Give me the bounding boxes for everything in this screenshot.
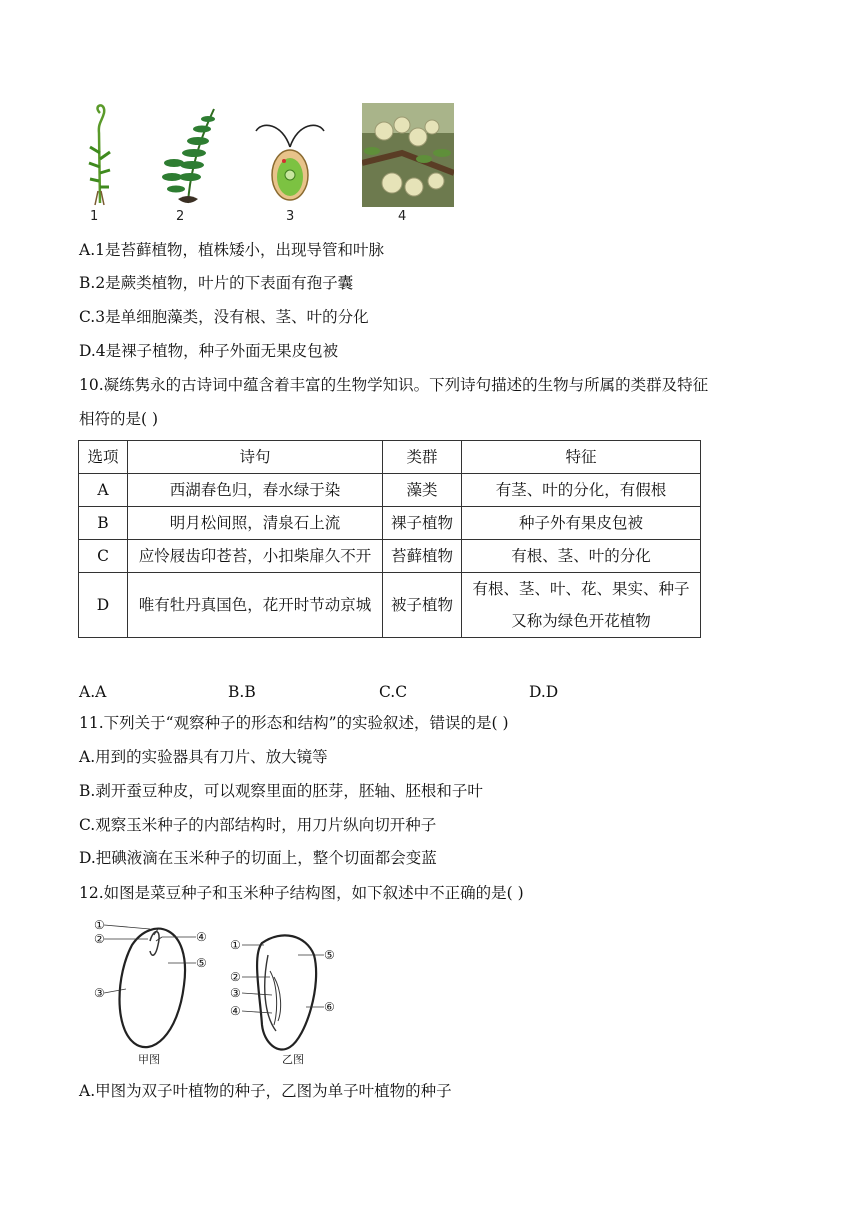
q9-option-c: C.3是单细胞藻类，没有根、茎、叶的分化 [79,308,369,326]
q12-option-a: A.甲图为双子叶植物的种子，乙图为单子叶植物的种子 [79,1082,452,1100]
fern-image [158,103,220,211]
q9-option-d: D.4是裸子植物，种子外面无果皮包被 [79,342,339,360]
table-row [79,507,701,540]
figure-label-3: 3 [286,209,295,224]
marker: ⑤ [324,948,335,962]
q10-option-c: C.C [379,683,408,701]
figure-label-4: 4 [398,209,407,224]
q11-option-d: D.把碘液滴在玉米种子的切面上，整个切面都会变蓝 [79,849,437,867]
cell-group: 被子植物 [383,573,462,638]
marker: ④ [230,1004,241,1018]
q11-option-c: C.观察玉米种子的内部结构时，用刀片纵向切开种子 [79,816,437,834]
cell-option: D [79,573,128,638]
header-feature: 特征 [462,441,701,474]
cell-poem: 明月松间照，清泉石上流 [128,507,383,540]
header-poem: 诗句 [128,441,383,474]
q10-table [78,440,701,638]
cell-group: 裸子植物 [383,507,462,540]
header-option: 选项 [79,441,128,474]
q11-stem: 11.下列关于“观察种子的形态和结构”的实验叙述，错误的是( ) [79,714,509,732]
cell-feature: 有根、茎、叶、花、果实、种子又称为绿色开花植物 [462,573,701,638]
cell-feature: 有茎、叶的分化，有假根 [462,474,701,507]
cell-option: B [79,507,128,540]
table-row [79,474,701,507]
marker: ⑥ [324,1000,335,1014]
table-row [79,573,701,638]
q10-option-a: A.A [79,683,107,701]
moss-image [78,103,118,211]
table-header-row [79,441,701,474]
q9-option-b: B.2是蕨类植物，叶片的下表面有孢子囊 [79,274,354,292]
seed-structure-figure [92,915,352,1065]
caption-jia: 甲图 [138,1053,160,1066]
cell-poem: 西湖春色归，春水绿于染 [128,474,383,507]
corn-seed-diagram [242,935,324,1049]
q9-option-a: A.1是苔藓植物，植株矮小，出现导管和叶脉 [79,241,384,259]
table-row [79,540,701,573]
cell-group: 藻类 [383,474,462,507]
figure-label-1: 1 [90,209,99,224]
marker: ⑤ [196,956,207,970]
marker: ② [230,970,241,984]
cell-option: C [79,540,128,573]
cell-poem: 唯有牡丹真国色，花开时节动京城 [128,573,383,638]
marker: ① [230,938,241,952]
marker: ② [94,932,105,946]
cell-feature: 有根、茎、叶的分化 [462,540,701,573]
bean-seed-diagram [104,925,196,1047]
cell-feature: 种子外有果皮包被 [462,507,701,540]
marker: ③ [230,986,241,1000]
cell-group: 苔藓植物 [383,540,462,573]
cell-poem: 应怜屐齿印苍苔，小扣柴扉久不开 [128,540,383,573]
plant-figure-row [78,103,458,229]
ginkgo-image [362,103,454,207]
q10-stem-line2: 相符的是( ) [79,410,159,428]
figure-label-2: 2 [176,209,185,224]
header-group: 类群 [383,441,462,474]
caption-yi: 乙图 [282,1053,304,1066]
q11-option-b: B.剥开蚕豆种皮，可以观察里面的胚芽，胚轴、胚根和子叶 [79,782,483,800]
q10-option-d: D.D [529,683,559,701]
marker: ③ [94,986,105,1000]
marker: ① [94,918,105,932]
q10-option-b: B.B [228,683,256,701]
chlamydomonas-image [252,103,328,211]
marker: ④ [196,930,207,944]
q11-option-a: A.用到的实验器具有刀片、放大镜等 [79,748,328,766]
cell-option: A [79,474,128,507]
q12-stem: 12.如图是菜豆种子和玉米种子结构图，如下叙述中不正确的是( ) [79,884,524,902]
q10-stem-line1: 10.凝练隽永的古诗词中蕴含着丰富的生物学知识。下列诗句描述的生物与所属的类群及特征 [79,376,709,394]
